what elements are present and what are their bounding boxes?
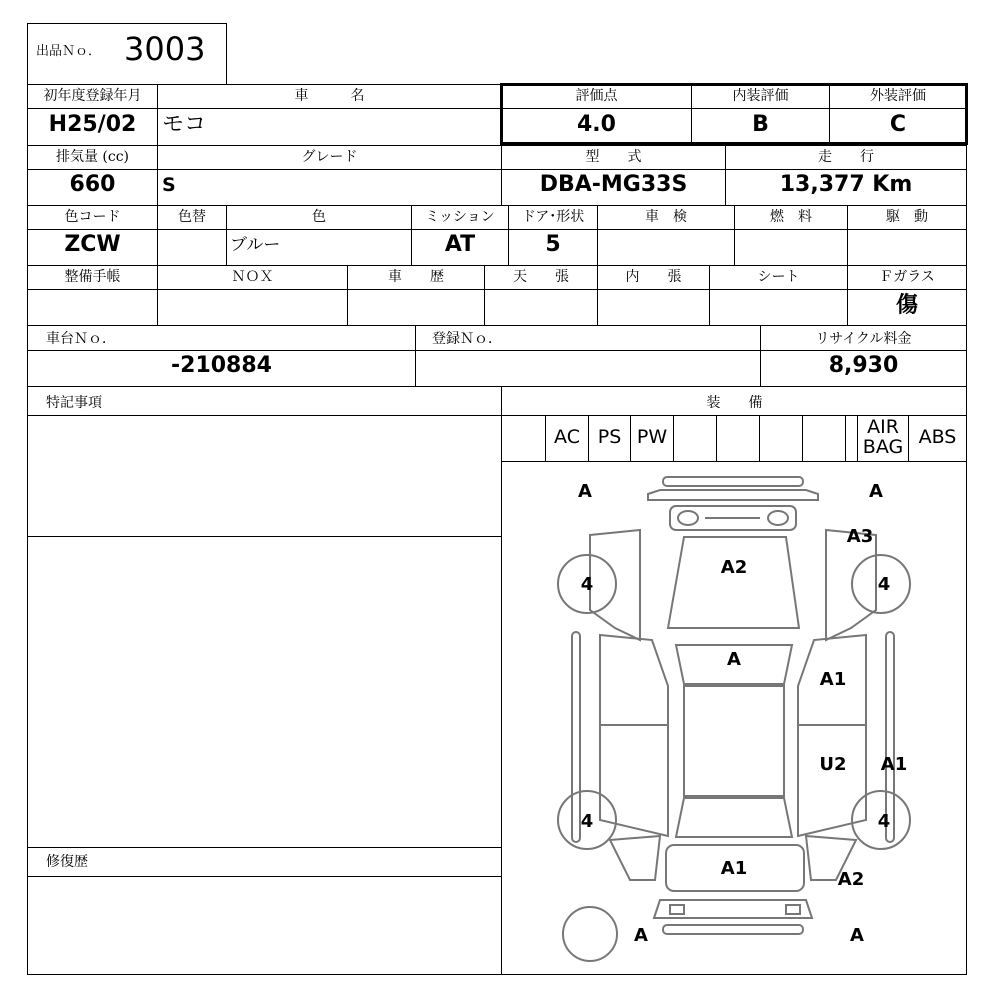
tyre-tread-rear-right: 4: [877, 811, 891, 832]
displacement-value: 660: [69, 172, 116, 197]
interior-label: 内装評価: [732, 88, 789, 104]
chassis-no-label: 車台Ｎｏ．: [46, 331, 116, 347]
car-name-label: 車 名: [294, 88, 365, 104]
chassis-no-value: -210884: [171, 353, 272, 378]
tyre-tread-rear-left: 4: [580, 811, 594, 832]
door-shape-value: 5: [545, 232, 561, 257]
color-code-label: 色コード: [64, 209, 121, 225]
score-label: 評価点: [575, 88, 618, 104]
reg-no-value: [416, 351, 760, 381]
transmission-value: AT: [444, 232, 476, 257]
exterior-label: 外装評価: [870, 88, 926, 104]
notes-label: 特記事項: [46, 395, 102, 411]
lot-number: 3003: [124, 30, 206, 68]
displacement-label: 排気量 (cc): [55, 149, 130, 165]
car-name-value: モコ: [162, 112, 207, 137]
equipment-cell-5: [674, 415, 716, 459]
equipment-ps: PS: [597, 426, 622, 448]
repaint-label: 色替: [178, 209, 206, 225]
damage-mark: A: [634, 925, 648, 946]
first-reg-value: H25/02: [48, 112, 137, 137]
color-value: ブルー: [230, 235, 281, 255]
damage-mark: A: [869, 481, 883, 502]
equipment-abs: ABS: [918, 426, 957, 448]
grade-label: グレード: [301, 149, 358, 165]
drive-value: [848, 230, 966, 260]
lot-number-label: 出品Ｎｏ．: [36, 44, 102, 59]
car-condition-diagram: [502, 462, 966, 974]
equipment-cell-9: [846, 415, 857, 459]
damage-mark: A: [727, 649, 741, 670]
mileage-label: 走 行: [818, 149, 874, 165]
interior-trim-label: 内 張: [625, 269, 682, 285]
door-shape-label: ドア･形状: [521, 209, 585, 225]
inspection-value: [598, 230, 734, 260]
repair-history-label: 修復歴: [46, 854, 88, 870]
damage-mark: A1: [880, 754, 908, 775]
equipment-ac: AC: [554, 426, 580, 448]
history-label: 車 歴: [388, 269, 444, 285]
tyre-tread-front-left: 4: [580, 574, 594, 595]
exterior-value: C: [889, 112, 907, 137]
equipment-airbag: AIR BAG: [862, 416, 904, 458]
damage-mark: U2: [819, 754, 847, 775]
equipment-cell-6: [717, 415, 759, 459]
damage-mark: A1: [819, 669, 847, 690]
equipment-pw: PW: [636, 426, 668, 448]
drive-label: 駆 動: [886, 209, 928, 225]
damage-mark: A2: [837, 869, 865, 890]
tyre-tread-front-right: 4: [877, 574, 891, 595]
equipment-cell-8: [803, 415, 845, 459]
equipment-cell-7: [760, 415, 802, 459]
recycle-fee-label: リサイクル料金: [815, 331, 912, 347]
damage-mark: A: [850, 925, 864, 946]
score-value: 4.0: [577, 112, 616, 137]
model-label: 型 式: [585, 149, 642, 165]
mileage-value: 13,377 Km: [779, 172, 913, 197]
grade-value: S: [162, 174, 176, 196]
model-value: DBA-MG33S: [539, 172, 688, 197]
seat-label: シート: [757, 269, 800, 285]
equipment-label: 装 備: [706, 395, 763, 411]
reg-no-label: 登録Ｎｏ．: [432, 331, 502, 347]
service-book-label: 整備手帳: [64, 269, 121, 285]
repaint-value: [158, 230, 226, 260]
color-code-value: ZCW: [64, 232, 121, 257]
fuel-value: [735, 230, 847, 260]
damage-mark: A: [578, 481, 592, 502]
damage-mark: A1: [720, 858, 748, 879]
f-glass-value: 傷: [895, 292, 918, 318]
damage-mark: A3: [846, 526, 874, 547]
color-label: 色: [312, 209, 326, 225]
f-glass-label: Ｆガラス: [879, 269, 935, 285]
fuel-label: 燃 料: [770, 209, 812, 225]
first-reg-label: 初年度登録年月: [43, 88, 142, 104]
interior-value: B: [752, 112, 769, 137]
roof-panel-label: 天 張: [513, 269, 569, 285]
nox-label: ＮＯＸ: [231, 269, 274, 285]
damage-mark: A2: [720, 557, 748, 578]
equipment-cell-1: [502, 415, 545, 459]
transmission-label: ミッション: [425, 209, 495, 225]
inspection-label: 車 検: [645, 209, 687, 225]
recycle-fee-value: 8,930: [828, 353, 899, 378]
